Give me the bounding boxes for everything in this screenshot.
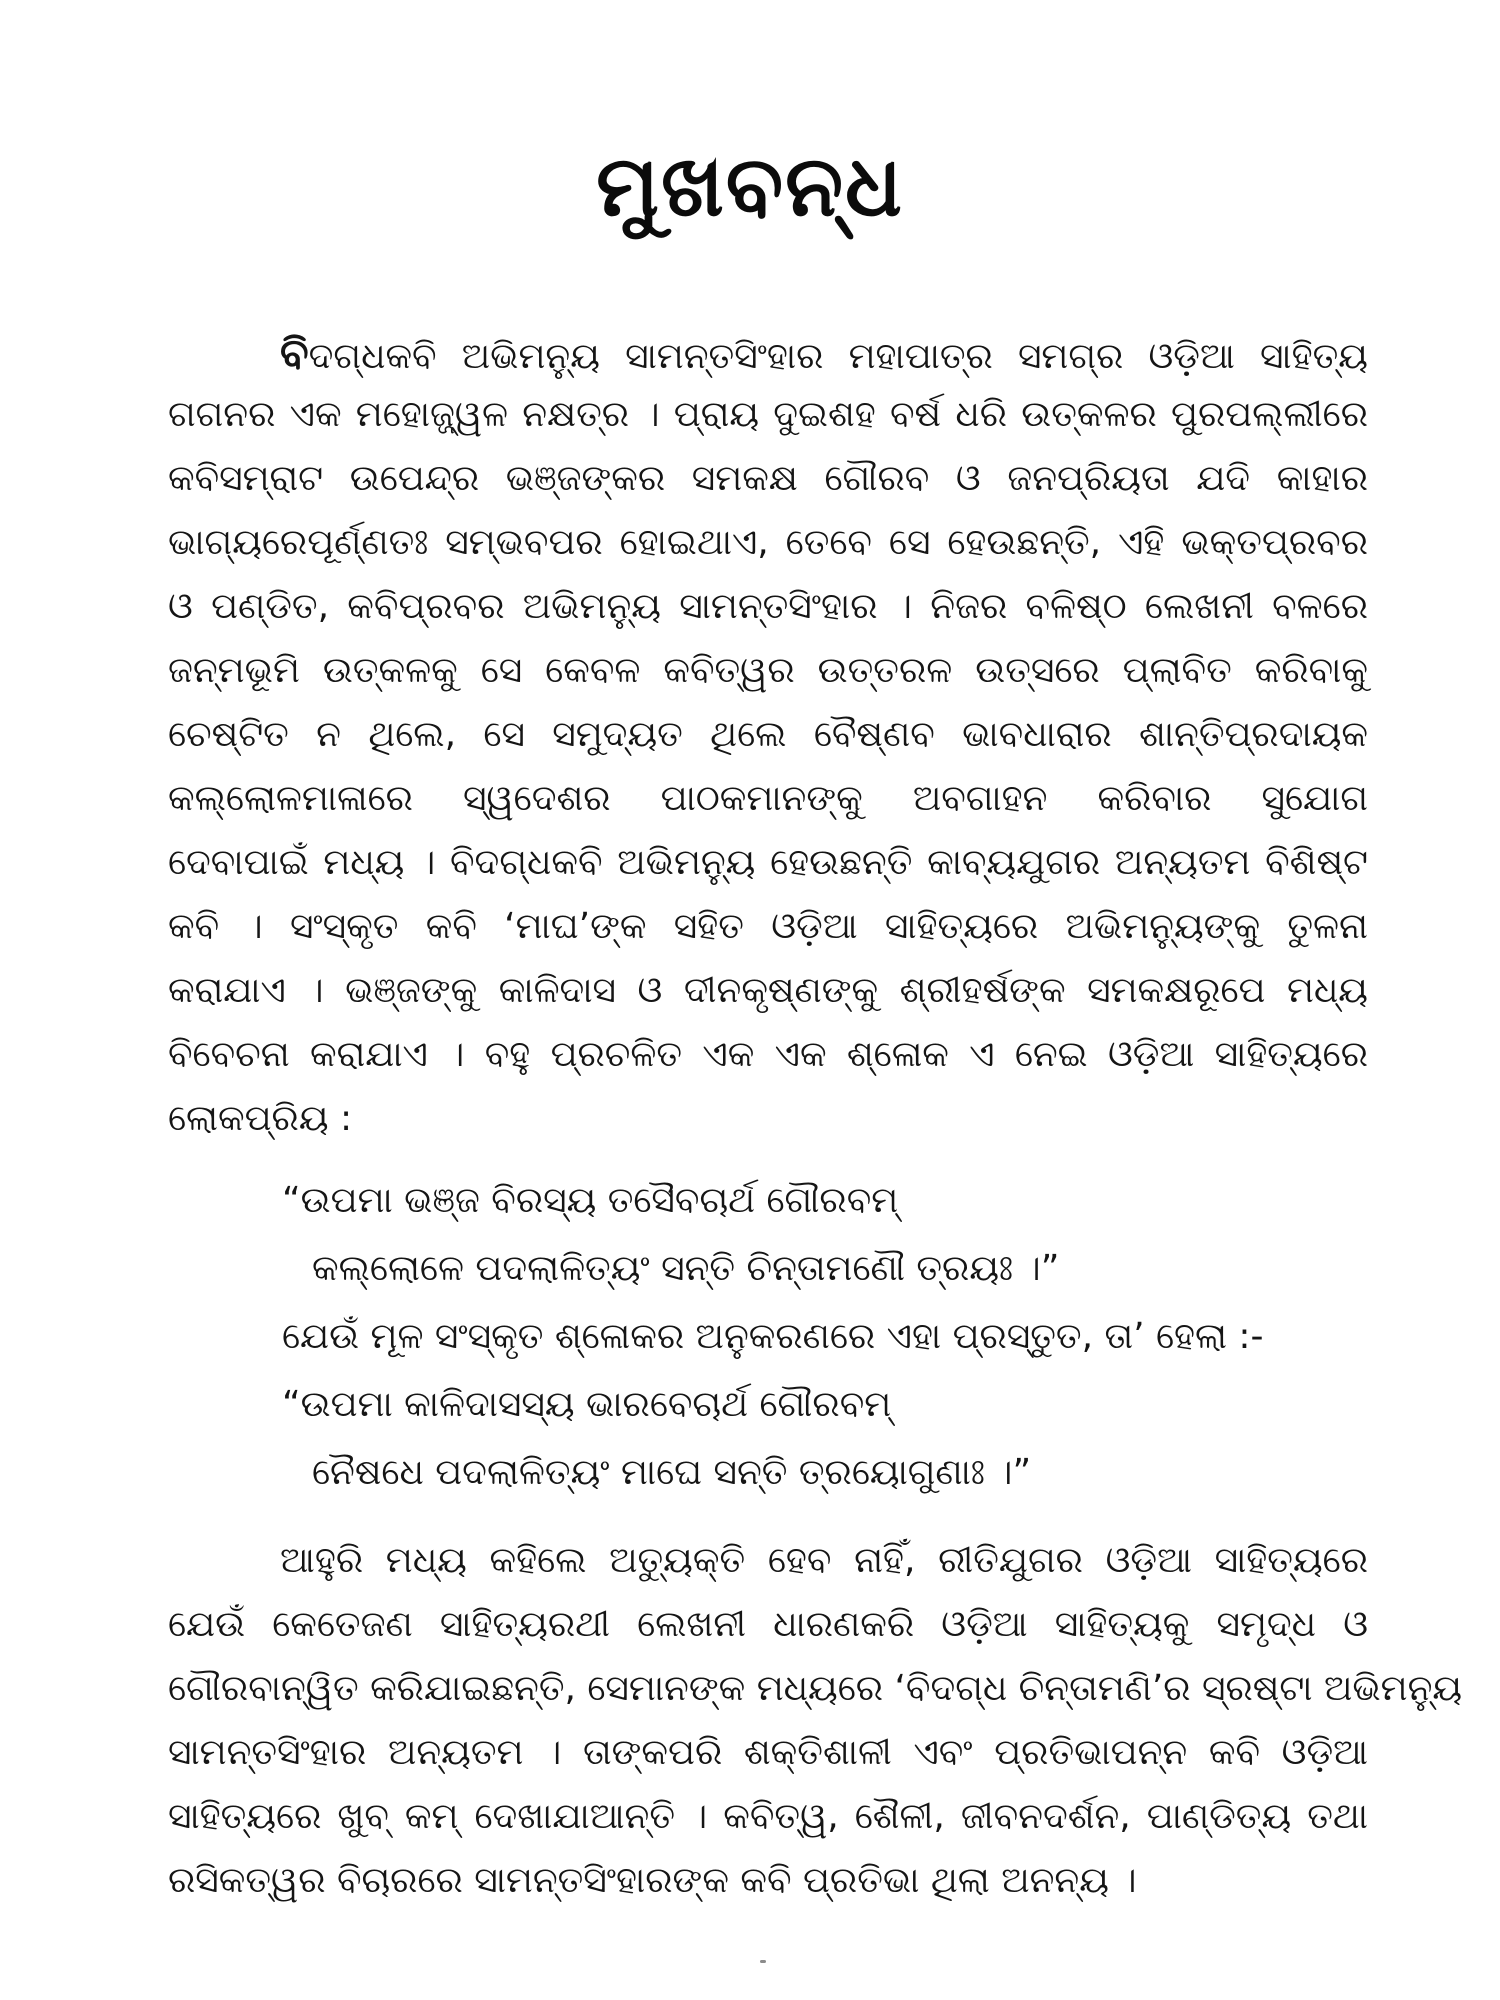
verse-line: “ଉପମା ଭଞ୍ଜ ବିରସ୍ୟ ତସୈବଚାର୍ଥ ଗୌରବମ୍	[282, 1180, 899, 1221]
paragraph-line: କରାଯାଏ । ଭଞ୍ଜଙ୍କୁ କାଳିଦାସ ଓ ଦୀନକୃଷ୍ଣଙ୍କୁ ଶ୍ରୀହର୍ଷଙ୍କ ସମକକ୍ଷରୂପେ ମଧ୍ୟ	[168, 970, 1368, 1011]
paragraph-line: ଆହୁରି ମଧ୍ୟ କହିଲେ ଅତ୍ୟୁକ୍ତି ହେବ ନାହିଁ, ରୀତିଯୁଗର ଓଡ଼ିଆ ସାହିତ୍ୟରେ	[280, 1540, 1368, 1581]
paragraph-line: ଯେଉଁ କେତେଜଣ ସାହିତ୍ୟରଥୀ ଲେଖନୀ ଧାରଣକରି ଓଡ଼ିଆ ସାହିତ୍ୟକୁ ସମୃଦ୍ଧ ଓ	[168, 1604, 1368, 1645]
paragraph-line: ଜନ୍ମଭୂମି ଉତ୍କଳକୁ ସେ କେବଳ କବିତ୍ୱର ଉତ୍ତରଳ ଉତ୍ସରେ ପ୍ଲାବିତ କରିବାକୁ	[168, 650, 1368, 691]
paragraph-line: ସାମନ୍ତସିଂହାର ଅନ୍ୟତମ । ତାଙ୍କପରି ଶକ୍ତିଶାଳୀ ଏବଂ ପ୍ରତିଭାପନ୍ନ କବି ଓଡ଼ିଆ	[168, 1732, 1368, 1773]
paragraph-line: ଓ ପଣ୍ଡିତ, କବିପ୍ରବର ଅଭିମନ୍ୟୁ ସାମନ୍ତସିଂହାର । ନିଜର ବଳିଷ୍ଠ ଲେଖନୀ ବଳରେ	[168, 586, 1368, 627]
paragraph-line	[280, 330, 1368, 378]
paragraph-line: ରସିକତ୍ୱର ବିଚାରରେ ସାମନ୍ତସିଂହାରଙ୍କ କବି ପ୍ରତିଭା ଥିଲା ଅନନ୍ୟ ।	[168, 1860, 1137, 1901]
paragraph-line-text: ଦଗ୍ଧକବି ଅଭିମନ୍ୟୁ ସାମନ୍ତସିଂହାର ମହାପାତ୍ର ସମଗ୍ର ଓଡ଼ିଆ ସାହିତ୍ୟ	[308, 336, 1368, 377]
paragraph-line: ଗଗନର ଏକ ମହୋଜ୍ଜ୍ୱଳ ନକ୍ଷତ୍ର । ପ୍ରାୟ ଦୁଇଶହ ବର୍ଷ ଧରି ଉତ୍କଳର ପୁରପଲ୍ଲୀରେ	[168, 394, 1368, 435]
verse-line: ନୈଷଧେ ପଦଲାଳିତ୍ୟଂ ମାଘେ ସନ୍ତି ତ୍ରୟୋଗୁଣାଃ ।”	[312, 1452, 1032, 1493]
paragraph-line: ଲୋକପ୍ରିୟ :	[168, 1098, 353, 1139]
verse-line: “ଉପମା କାଳିଦାସସ୍ୟ ଭାରବେଚାର୍ଥ ଗୌରବମ୍	[282, 1384, 892, 1425]
paragraph-line: ଚେଷ୍ଟିତ ନ ଥିଲେ, ସେ ସମୁଦ୍ୟତ ଥିଲେ ବୈଷ୍ଣବ ଭାବଧାରାର ଶାନ୍ତିପ୍ରଦାୟକ	[168, 714, 1368, 755]
paragraph-line: କଲ୍ଲୋଳମାଳାରେ ସ୍ୱଦେଶର ପାଠକମାନଙ୍କୁ ଅବଗାହନ କରିବାର ସୁଯୋଗ	[168, 778, 1368, 819]
bridge-line: ଯେଉଁ ମୂଳ ସଂସ୍କୃତ ଶ୍ଳୋକର ଅନୁକରଣରେ ଏହା ପ୍ରସ୍ତୁତ, ତା’ ହେଲା :-	[282, 1316, 1264, 1357]
paragraph-line: କବିସମ୍ରାଟ ଉପେନ୍ଦ୍ର ଭଞ୍ଜଙ୍କର ସମକକ୍ଷ ଗୌରବ ଓ ଜନପ୍ରିୟତା ଯଦି କାହାର	[168, 458, 1368, 499]
drop-cap: ବି	[280, 329, 309, 378]
paragraph-line: ଗୌରବାନ୍ୱିତ କରିଯାଇଛନ୍ତି, ସେମାନଙ୍କ ମଧ୍ୟରେ ‘ବିଦଗ୍ଧ ଚିନ୍ତାମଣି’ର ସ୍ରଷ୍ଟା ଅଭିମନ୍ୟୁ	[168, 1668, 1463, 1709]
paragraph-line: ଦେବାପାଇଁ ମଧ୍ୟ । ବିଦଗ୍ଧକବି ଅଭିମନ୍ୟୁ ହେଉଛନ୍ତି କାବ୍ୟଯୁଗର ଅନ୍ୟତମ ବିଶିଷ୍ଟ	[168, 842, 1368, 883]
page-mark	[760, 1960, 766, 1963]
page-title: ମୁଖବନ୍ଧ	[596, 137, 904, 235]
paragraph-line: ଭାଗ୍ୟରେପୂର୍ଣ୍ଣତଃ ସମ୍ଭବପର ହୋଇଥାଏ, ତେବେ ସେ ହେଉଛନ୍ତି, ଏହି ଭକ୍ତପ୍ରବର	[168, 522, 1368, 563]
paragraph-line: କବି । ସଂସ୍କୃତ କବି ‘ମାଘ’ଙ୍କ ସହିତ ଓଡ଼ିଆ ସାହିତ୍ୟରେ ଅଭିମନ୍ୟୁଙ୍କୁ ତୁଳନା	[168, 906, 1368, 947]
paragraph-line: ସାହିତ୍ୟରେ ଖୁବ୍ କମ୍ ଦେଖାଯାଆନ୍ତି । କବିତ୍ୱ, ଶୈଳୀ, ଜୀବନଦର୍ଶନ, ପାଣ୍ଡିତ୍ୟ ତଥା	[168, 1796, 1368, 1837]
verse-line: କଲ୍ଲୋଳେ ପଦଲାଳିତ୍ୟଂ ସନ୍ତି ଚିନ୍ତାମଣୌ ତ୍ରୟଃ ।”	[312, 1248, 1060, 1289]
paragraph-line: ବିବେଚନା କରାଯାଏ । ବହୁ ପ୍ରଚଳିତ ଏକ ଏକ ଶ୍ଳୋକ ଏ ନେଇ ଓଡ଼ିଆ ସାହିତ୍ୟରେ	[168, 1034, 1368, 1075]
